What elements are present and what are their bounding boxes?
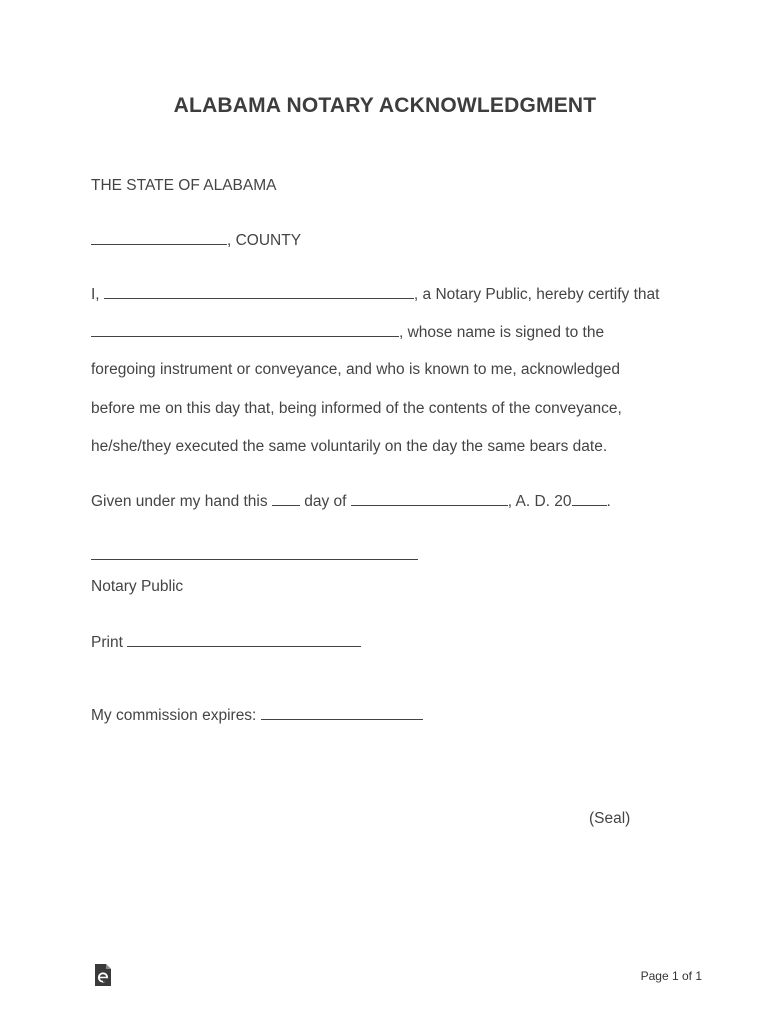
given-prefix: Given under my hand this — [91, 493, 272, 510]
month-blank[interactable] — [351, 491, 508, 506]
document-title: ALABAMA NOTARY ACKNOWLEDGMENT — [173, 94, 597, 117]
signer-name-blank[interactable] — [91, 322, 399, 337]
commission-date-blank[interactable] — [261, 705, 423, 720]
given-end: . — [606, 493, 611, 510]
certify-suffix: , a Notary Public, hereby certify that — [413, 286, 660, 303]
certify-line — [91, 284, 659, 304]
commission-line — [91, 705, 423, 725]
print-name-blank[interactable] — [127, 632, 361, 647]
year-blank[interactable] — [572, 491, 607, 506]
given-day-text: day of — [299, 493, 351, 510]
print-label: Print — [91, 634, 128, 651]
state-line: THE STATE OF ALABAMA — [91, 177, 277, 194]
signer-suffix: , whose name is signed to the — [399, 324, 605, 341]
county-suffix: , COUNTY — [227, 232, 302, 249]
day-blank[interactable] — [272, 491, 300, 506]
notary-signature-line[interactable] — [91, 559, 418, 560]
seal-label: (Seal) — [589, 810, 631, 827]
body-line-1: foregoing instrument or conveyance, and who is known to me, acknowledged — [91, 361, 621, 378]
given-year-text: , A. D. 20 — [507, 493, 572, 510]
body-line-2: before me on this day that, being informed of the contents of the conveyance, — [91, 400, 622, 417]
body-line-3: he/she/they executed the same voluntarily on the day the same bears date. — [91, 438, 608, 455]
certify-prefix: I, — [91, 286, 104, 303]
county-line — [91, 230, 301, 250]
page-number: Page 1 of 1 — [640, 969, 702, 983]
notary-public-label: Notary Public — [91, 578, 184, 595]
eforms-logo-icon — [94, 963, 112, 987]
commission-label: My commission expires: — [91, 707, 261, 724]
given-line — [91, 491, 611, 511]
county-blank[interactable] — [91, 230, 227, 245]
signer-line — [91, 322, 604, 342]
print-line — [91, 632, 361, 652]
notary-name-blank[interactable] — [104, 284, 414, 299]
